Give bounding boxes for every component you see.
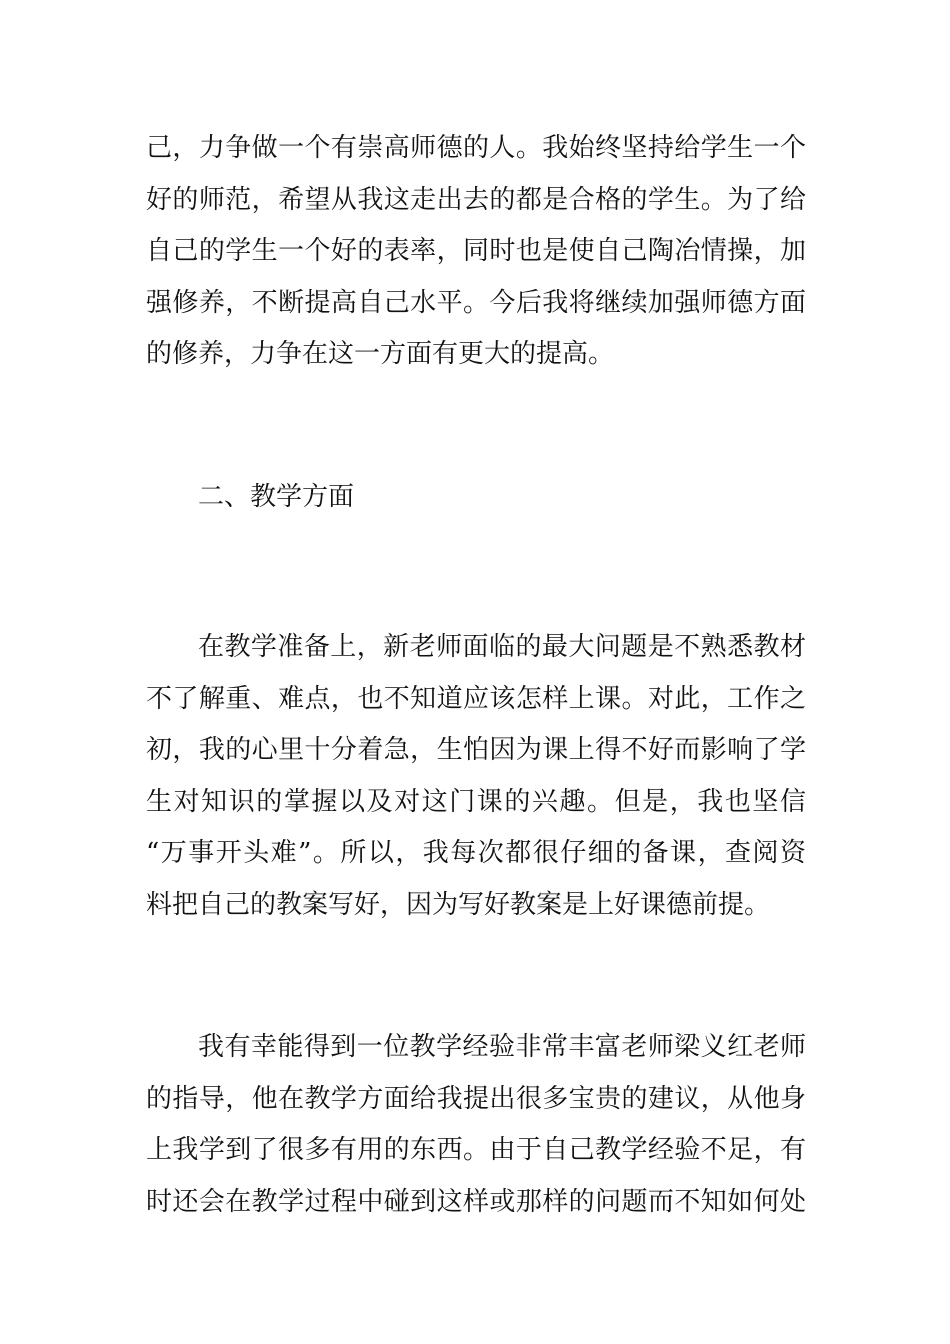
paragraph-2-line-5: “万事开头难”。所以，我每次都很仔细的备课，查阅资 xyxy=(146,838,806,868)
paragraph-1-line-5: 的修养，力争在这一方面有更大的提高。 xyxy=(146,339,615,369)
paragraph-3-line-1: 我有幸能得到一位教学经验非常丰富老师梁义红老师 xyxy=(198,1032,806,1062)
paragraph-1-line-3: 自己的学生一个好的表率，同时也是使自己陶冶情操，加 xyxy=(146,236,806,266)
paragraph-1-line-4: 强修养，不断提高自己水平。今后我将继续加强师德方面 xyxy=(146,288,806,318)
paragraph-3-line-3: 上我学到了很多有用的东西。由于自己教学经验不足，有 xyxy=(146,1135,806,1165)
paragraph-2-line-1: 在教学准备上，新老师面临的最大问题是不熟悉教材 xyxy=(198,632,806,662)
paragraph-3-line-4: 时还会在教学过程中碰到这样或那样的问题而不知如何处 xyxy=(146,1187,806,1217)
paragraph-1-line-1: 己，力争做一个有崇高师德的人。我始终坚持给学生一个 xyxy=(146,133,806,163)
paragraph-3-line-2: 的指导，他在教学方面给我提出很多宝贵的建议，从他身 xyxy=(146,1084,806,1114)
section-heading: 二、教学方面 xyxy=(198,482,355,512)
paragraph-2-line-6: 料把自己的教案写好，因为写好教案是上好课德前提。 xyxy=(146,890,771,920)
paragraph-1-line-2: 好的师范，希望从我这走出去的都是合格的学生。为了给 xyxy=(146,185,806,215)
paragraph-2-line-4: 生对知识的掌握以及对这门课的兴趣。但是，我也坚信 xyxy=(146,787,806,817)
paragraph-2-line-2: 不了解重、难点，也不知道应该怎样上课。对此，工作之 xyxy=(146,684,806,714)
paragraph-2-line-3: 初，我的心里十分着急，生怕因为课上得不好而影响了学 xyxy=(146,735,806,765)
